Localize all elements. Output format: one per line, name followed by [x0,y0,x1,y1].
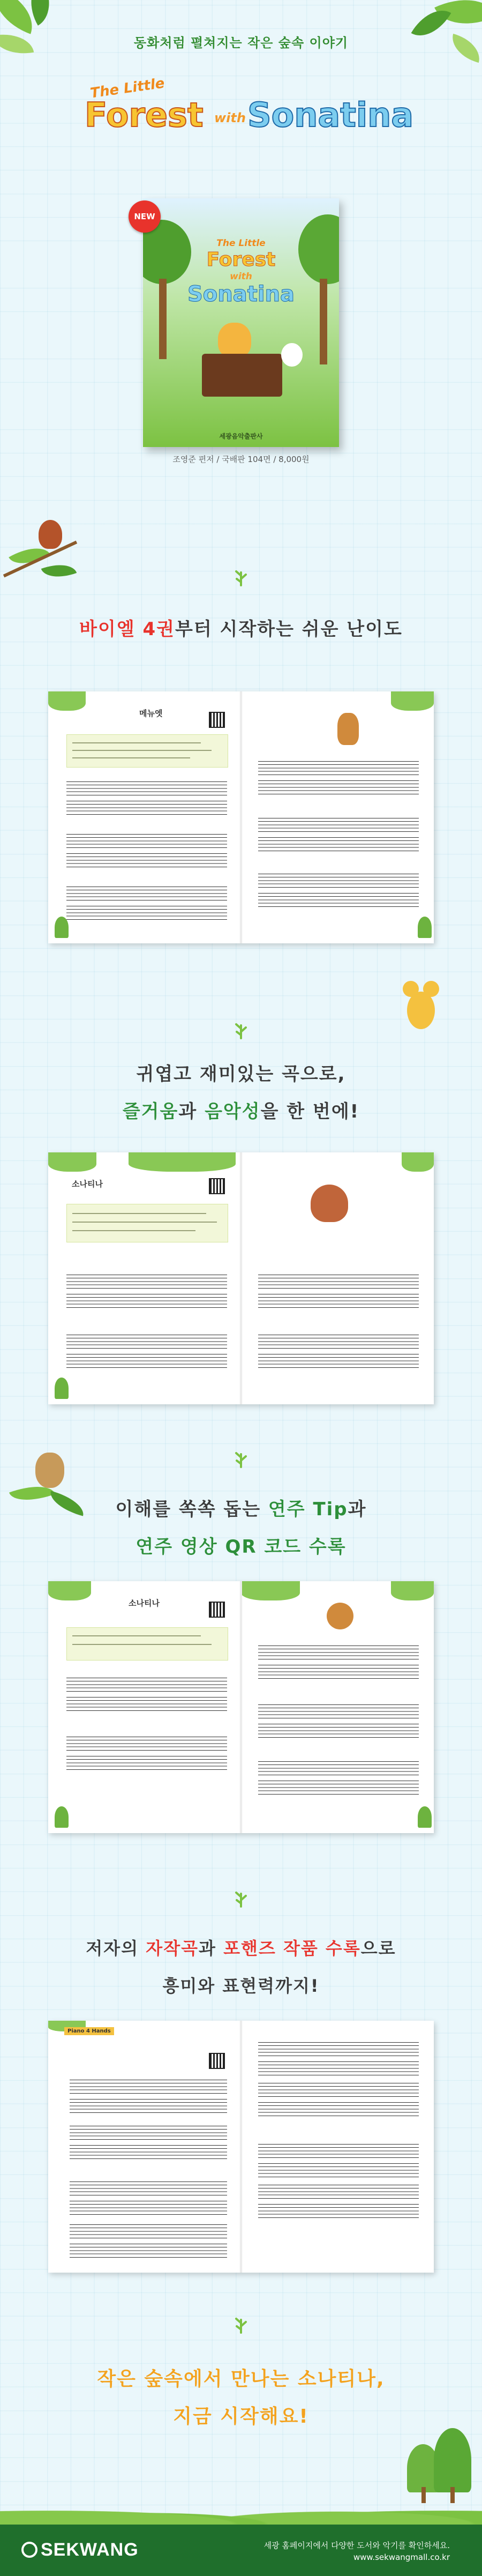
section-heading-4-line1 [0,1935,482,1960]
tip-line [72,1635,201,1636]
music-staff [70,2145,227,2159]
music-staff [258,818,419,832]
book-info: 조영준 편저 / 국배판 104면 / 8,000원 [172,455,310,464]
sekwang-logo-text: SEKWANG [41,2540,139,2560]
music-staff [258,1724,419,1738]
heading-highlight: 즐거움 [122,1101,179,1122]
heading-text: 귀엽고 재미있는 곡으로, [136,1063,346,1085]
mouse-illustration [407,992,435,1029]
music-staff [66,781,227,795]
music-staff [258,1335,419,1349]
qr-code [209,2053,225,2069]
logo-with: with [214,110,246,125]
music-staff [66,1737,227,1751]
heading-text: 과 [348,1499,367,1520]
cat-illustration [218,323,251,358]
book-spread-2 [48,1152,434,1404]
logo-the-little: The Little [89,75,166,102]
book-spread-3 [48,1581,434,1833]
music-staff [66,1294,227,1308]
music-staff [66,1335,227,1349]
cover-forest: Forest [206,249,276,271]
tip-line [72,1213,206,1214]
fox-illustration [337,713,359,745]
music-staff [66,906,227,920]
music-staff [258,874,419,888]
music-staff [258,1275,419,1289]
tip-line [72,1644,212,1645]
tip-box [66,1204,228,1242]
music-staff [66,801,227,815]
music-staff [258,1704,419,1718]
music-staff [70,2224,227,2238]
heading-text: 흥미와 표현력까지! [162,1976,320,1996]
leaf-decoration [402,1152,434,1172]
squirrel-illustration [311,1185,348,1222]
footer-info [264,2540,450,2563]
music-staff [70,2182,227,2195]
music-staff [258,837,419,851]
heading-text: 과 [178,1101,205,1122]
leaf-decoration [48,1152,96,1172]
piano-illustration [202,354,282,397]
music-staff [258,1761,419,1775]
squirrel-illustration [39,520,62,549]
tree-icon [418,917,432,938]
music-staff [70,2099,227,2113]
leaf-decoration [48,1581,91,1600]
heading-text: 저자의 [86,1938,146,1959]
heading-highlight: 음악성 [205,1101,261,1122]
book-logo [0,75,482,155]
section-heading-2-line1 [0,1059,482,1085]
page-title: 메뉴엣 [139,709,163,718]
leaf-decoration [391,1581,434,1600]
music-staff [258,2061,419,2075]
music-staff [66,1697,227,1711]
logo-forest: Forest [85,95,204,135]
tip-line [72,757,190,758]
music-staff [258,2163,419,2177]
tree-icon [55,1806,69,1828]
music-staff [70,2080,227,2094]
section-heading-4-line2 [0,1972,482,1997]
page-title: 소나티나 [129,1598,160,1608]
bunny-illustration [281,343,303,367]
tree-icon [434,2428,471,2492]
tagline: 동화처럼 펼쳐지는 작은 숲속 이야기 [133,35,349,50]
tree-icon [418,1806,432,1828]
heading-highlight: 연주 Tip [268,1499,348,1520]
leaf-decoration [48,691,86,711]
heading-text: 부터 시작하는 쉬운 난이도 [175,619,403,640]
music-staff [66,1756,227,1770]
tip-line [72,1230,195,1231]
music-staff [258,1646,419,1659]
music-staff [258,761,419,775]
leaf-decoration [391,691,434,711]
book-spine [240,1581,242,1833]
logo-sonatina: Sonatina [247,95,414,135]
leaf-decoration [41,558,77,584]
tip-line [72,1222,217,1223]
music-staff [66,1354,227,1368]
sprig-icon [232,1889,250,1908]
music-staff [66,1275,227,1289]
mouse-ear [423,981,439,997]
tip-line [72,750,212,751]
heading-highlight: 자작곡 [146,1938,199,1959]
book-spine [240,2021,242,2273]
grass-decoration [0,2492,482,2525]
cat-illustration [35,1453,64,1488]
music-staff [258,2204,419,2218]
leaf-decoration [241,1581,300,1600]
music-staff [70,2244,227,2258]
qr-code [209,712,225,728]
book-spread-4 [48,2021,434,2273]
sekwang-logo[interactable] [21,2540,139,2560]
music-staff [258,2042,419,2056]
music-staff [66,1678,227,1692]
section-heading-3-line2 [0,1532,482,1558]
heading-highlight: 연주 영상 QR 코드 수록 [135,1536,347,1558]
sprig-icon [232,568,250,586]
tip-box [66,1627,228,1661]
music-staff [70,2201,227,2215]
cover-the-little: The Little [216,238,266,249]
music-staff [258,2102,419,2116]
footer-website-link[interactable]: www.sekwangmall.co.kr [353,2552,450,2562]
footer-info-text: 세광 홈페이지에서 다양한 도서와 악기를 확인하세요. [263,2541,450,2550]
heading-highlight: 바이엘 4권 [79,619,176,640]
closing-line-1: 작은 숲속에서 만나는 소나티나, [97,2368,385,2390]
music-staff [258,2185,419,2199]
music-staff [258,2083,419,2097]
closing-line-2: 지금 시작해요! [173,2406,309,2428]
leaf-decoration [129,1152,236,1172]
footer [0,2525,482,2576]
cover-publisher: 세광음악출판사 [219,433,263,440]
mouse-ear [403,981,419,997]
section-heading-1 [0,614,482,641]
music-staff [258,893,419,907]
sprig-icon [232,1021,250,1039]
page-title: 소나티나 [72,1179,103,1189]
tip-box [66,734,228,768]
tip-line [72,742,201,743]
sekwang-logo-icon [21,2542,37,2558]
sprig-icon [232,1450,250,1468]
music-staff [66,853,227,867]
cover-sonatina: Sonatina [187,282,295,307]
heading-text: 이해를 쏙쏙 돕는 [115,1499,268,1520]
tree-icon [55,1378,69,1399]
music-staff [70,2126,227,2140]
heading-text: 과 [199,1938,224,1959]
music-staff [66,887,227,900]
section-heading-3-line1 [0,1494,482,1521]
fox-illustration [327,1603,353,1629]
book-spread-1 [48,691,434,943]
heading-text: 을 한 번에! [260,1101,360,1122]
tree-icon [55,917,69,938]
music-staff [258,1781,419,1795]
page-title: Piano 4 Hands [64,2027,114,2035]
cover-with: with [230,271,252,282]
book-spine [240,691,242,943]
music-staff [66,834,227,848]
qr-code [209,1178,225,1194]
qr-code [209,1602,225,1618]
section-heading-2-line2 [0,1097,482,1123]
music-staff [258,780,419,794]
music-staff [258,1294,419,1308]
music-staff [258,1665,419,1679]
sprig-icon [232,2316,250,2334]
music-staff [258,2144,419,2158]
book-cover [143,198,339,447]
new-badge: NEW [129,200,161,233]
heading-highlight: 포핸즈 작품 수록 [223,1938,361,1959]
music-staff [258,1354,419,1368]
book-spine [240,1152,242,1404]
heading-text: 으로 [360,1938,396,1959]
